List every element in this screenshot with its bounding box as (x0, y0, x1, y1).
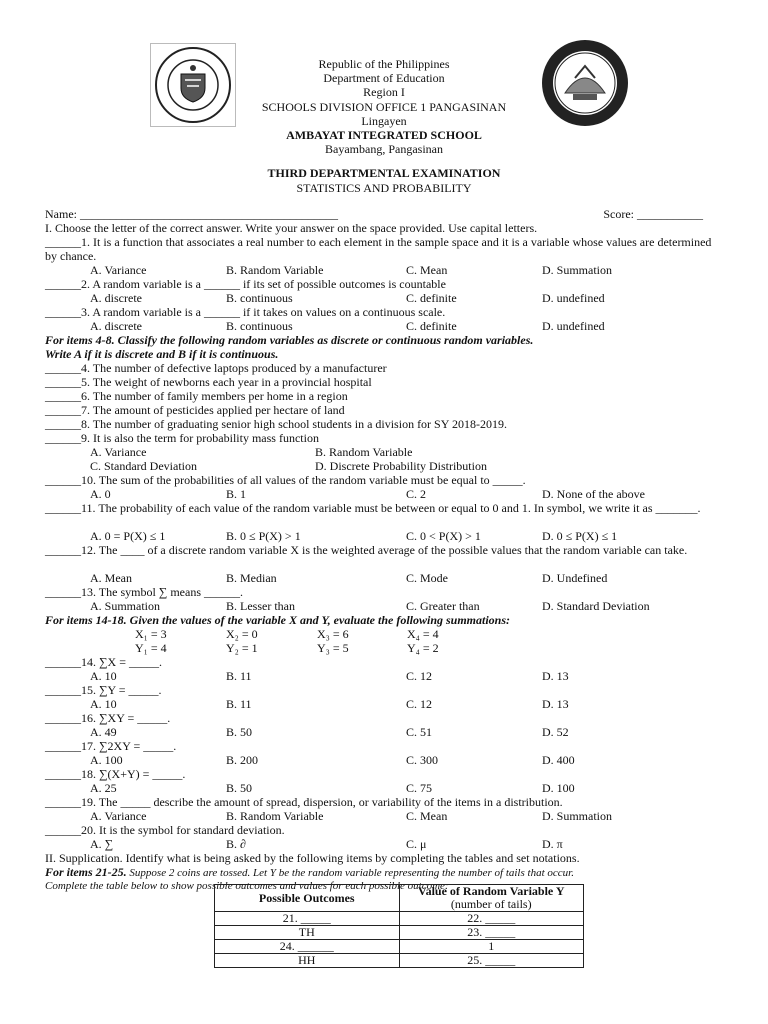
question-17: ______17. ∑2XY = _____. (45, 739, 177, 753)
question-3-options (45, 319, 725, 333)
y1-value: Y₁ = 4 (135, 641, 167, 655)
table-header-row (215, 885, 584, 912)
question-18: ______18. ∑(X+Y) = _____. (45, 767, 186, 781)
question-12: ______12. The ____ of a discrete random variable X is the weighted average of the possible values that the random variable can take. (45, 543, 688, 557)
header-republic: Republic of the Philippines (318, 57, 450, 71)
option-b: B. Random Variable (226, 263, 324, 277)
option-b: B. 50 (226, 725, 253, 739)
question-9: ______9. It is also the term for probability mass function (45, 431, 319, 445)
option-b: B. ∂ (226, 837, 246, 851)
instructions-items-21-25-b: Complete the table below to show possible outcomes and values for each possible outcome: (45, 880, 449, 892)
name-score-line (45, 207, 725, 221)
table-cell[interactable]: 25. _____ (399, 954, 584, 968)
instructions-items-21-25 (45, 865, 725, 879)
option-c: C. Mode (406, 571, 448, 585)
table-cell[interactable]: 23. _____ (399, 926, 584, 940)
option-a: A. 49 (90, 725, 117, 739)
option-c: C. 51 (406, 725, 433, 739)
question-1-options (45, 263, 725, 277)
option-b: B. 0 ≤ P(X) > 1 (226, 529, 301, 543)
table-cell[interactable]: 22. _____ (399, 912, 584, 926)
header-school: AMBAYAT INTEGRATED SCHOOL (286, 128, 482, 143)
header-region: Region I (363, 85, 405, 100)
option-b: B. continuous (226, 291, 293, 305)
option-a: A. 100 (90, 753, 123, 767)
option-d: D. 400 (542, 753, 575, 767)
x3-value: X₃ = 6 (317, 627, 349, 641)
column-header-value (399, 885, 584, 912)
question-16-options (45, 725, 725, 739)
x4-value: X₄ = 4 (407, 627, 439, 641)
option-c: C. Standard Deviation (90, 459, 197, 473)
option-d: D. 13 (542, 669, 569, 683)
question-19: ______19. The _____ describe the amount of spread, dispersion, or variability of the items in a distribution. (45, 795, 563, 809)
question-2-options (45, 291, 725, 305)
question-8: ______8. The number of graduating senior high school students in a division for SY 2018-2019. (45, 417, 507, 431)
items-21-25-lead: For items 21-25. (45, 865, 127, 879)
question-9-options-row1 (45, 445, 725, 459)
question-13: ______13. The symbol ∑ means ______. (45, 585, 243, 599)
option-a: A. 0 = P(X) ≤ 1 (90, 529, 166, 543)
option-c: C. μ (406, 837, 427, 851)
x-values-row (45, 627, 725, 641)
option-d: D. undefined (542, 291, 605, 305)
option-a: A. Variance (90, 445, 147, 459)
x1-value: X₁ = 3 (135, 627, 167, 641)
table-row (215, 954, 584, 968)
question-13-options (45, 599, 725, 613)
option-d: D. 13 (542, 697, 569, 711)
question-19-options (45, 809, 725, 823)
question-2: ______2. A random variable is a ______ if its set of possible outcomes is countable (45, 277, 446, 291)
header-location: Bayambang, Pangasinan (325, 142, 443, 157)
option-c: C. Greater than (406, 599, 480, 613)
option-d: D. None of the above (542, 487, 645, 501)
option-c: C. definite (406, 319, 457, 333)
option-b: B. Lesser than (226, 599, 295, 613)
column-header-value-title: Value of Random Variable Y (418, 884, 565, 898)
question-1: ______1. It is a function that associates a real number to each element in the sample space and it is a variable whose values are determined by chance. (45, 235, 712, 263)
option-a: A. Variance (90, 809, 147, 823)
question-15-options (45, 697, 725, 711)
table-row (215, 926, 584, 940)
option-c: C. 12 (406, 697, 433, 711)
option-c: C. definite (406, 291, 457, 305)
option-b: B. Random Variable (226, 809, 324, 823)
question-14: ______14. ∑X = _____. (45, 655, 162, 669)
option-d: D. Summation (542, 809, 613, 823)
option-c: C. 75 (406, 781, 433, 795)
option-d: D. 52 (542, 725, 569, 739)
option-b: B. 11 (226, 697, 252, 711)
table-row (215, 912, 584, 926)
option-a: A. Summation (90, 599, 161, 613)
header-city: Lingayen (361, 113, 407, 128)
items-21-25-text: Suppose 2 coins are tossed. Let Y be the random variable representing the number of tails that occur. (126, 867, 574, 879)
option-a: A. Mean (90, 571, 132, 585)
x2-value: X₂ = 0 (226, 627, 258, 641)
header-division: SCHOOLS DIVISION OFFICE 1 PANGASINAN (261, 99, 507, 114)
question-18-options (45, 781, 725, 795)
score-field[interactable]: Score: ___________ (603, 207, 703, 221)
option-c: C. Mean (406, 263, 448, 277)
y3-value: Y₃ = 5 (317, 641, 349, 655)
option-c: C. 12 (406, 669, 433, 683)
outcomes-table (214, 884, 584, 968)
option-d: D. Summation (542, 263, 613, 277)
question-9-options-row2 (45, 459, 725, 473)
instructions-items-4-8: For items 4-8. Classify the following random variables as discrete or continuous random variables. (45, 333, 534, 347)
name-field[interactable]: Name: ___________________________________________ (45, 207, 338, 221)
option-d: D. Undefined (542, 571, 608, 585)
y4-value: Y₄ = 2 (407, 641, 439, 655)
y2-value: Y₂ = 1 (226, 641, 258, 655)
question-16: ______16. ∑XY = _____. (45, 711, 171, 725)
option-b: B. 200 (226, 753, 259, 767)
table-cell: 1 (399, 940, 584, 954)
option-d: D. π (542, 837, 563, 851)
letterhead (0, 57, 768, 156)
table-cell[interactable]: 21. _____ (215, 912, 400, 926)
option-c: C. 0 < P(X) > 1 (406, 529, 481, 543)
question-14-options (45, 669, 725, 683)
question-7: ______7. The amount of pesticides applied per hectare of land (45, 403, 345, 417)
option-b: B. continuous (226, 319, 293, 333)
table-row (215, 940, 584, 954)
option-c: C. 2 (406, 487, 427, 501)
instructions-items-4-8-b: Write A if it is discrete and B if it is continuous. (45, 347, 279, 361)
option-c: C. Mean (406, 809, 448, 823)
option-c: C. 300 (406, 753, 439, 767)
exam-title-block (0, 166, 768, 195)
option-a: A. discrete (90, 319, 142, 333)
column-header-value-sub: (number of tails) (450, 897, 532, 911)
option-a: A. ∑ (90, 837, 114, 851)
part1-instructions: I. Choose the letter of the correct answer. Write your answer on the space provided. Use capital letters. (45, 221, 538, 235)
table-cell[interactable]: 24. ______ (215, 940, 400, 954)
question-10: ______10. The sum of the probabilities of all values of the random variable must be equal to _____. (45, 473, 526, 487)
exam-title: THIRD DEPARTMENTAL EXAMINATION (267, 166, 501, 180)
table-cell: HH (215, 954, 400, 968)
question-17-options (45, 753, 725, 767)
option-d: D. undefined (542, 319, 605, 333)
part2-instructions: II. Supplication. Identify what is being asked by the following items by completing the tables and set notations. (45, 851, 580, 865)
option-d: D. Discrete Probability Distribution (315, 459, 487, 473)
question-6: ______6. The number of family members per home in a region (45, 389, 348, 403)
question-11-options (45, 529, 725, 543)
exam-body (45, 207, 725, 893)
option-a: A. 0 (90, 487, 111, 501)
y-values-row (45, 641, 725, 655)
option-a: A. Variance (90, 263, 147, 277)
column-header-outcomes: Possible Outcomes (215, 885, 400, 912)
question-12-options (45, 571, 725, 585)
option-a: A. 10 (90, 697, 117, 711)
option-b: B. 50 (226, 781, 253, 795)
question-20: ______20. It is the symbol for standard deviation. (45, 823, 285, 837)
question-15: ______15. ∑Y = _____. (45, 683, 162, 697)
option-d: D. 0 ≤ P(X) ≤ 1 (542, 529, 618, 543)
option-d: D. 100 (542, 781, 575, 795)
option-b: B. Median (226, 571, 277, 585)
question-11: ______11. The probability of each value of the random variable must be between or equal to 0 and 1. In symbol, we write it as _______. (45, 501, 701, 515)
instructions-items-14-18: For items 14-18. Given the values of the variable X and Y, evaluate the following summations: (45, 613, 511, 627)
option-a: A. 10 (90, 669, 117, 683)
header-department: Department of Education (323, 71, 445, 86)
option-b: B. 1 (226, 487, 247, 501)
question-5: ______5. The weight of newborns each year in a provincial hospital (45, 375, 372, 389)
option-b: B. 11 (226, 669, 252, 683)
question-20-options (45, 837, 725, 851)
option-a: A. discrete (90, 291, 142, 305)
question-4: ______4. The number of defective laptops produced by a manufacturer (45, 361, 387, 375)
option-b: B. Random Variable (315, 445, 413, 459)
option-a: A. 25 (90, 781, 117, 795)
option-d: D. Standard Deviation (542, 599, 650, 613)
question-3: ______3. A random variable is a ______ if it takes on values on a continuous scale. (45, 305, 446, 319)
table-cell: TH (215, 926, 400, 940)
exam-subject: STATISTICS AND PROBABILITY (296, 180, 472, 195)
question-10-options (45, 487, 725, 501)
